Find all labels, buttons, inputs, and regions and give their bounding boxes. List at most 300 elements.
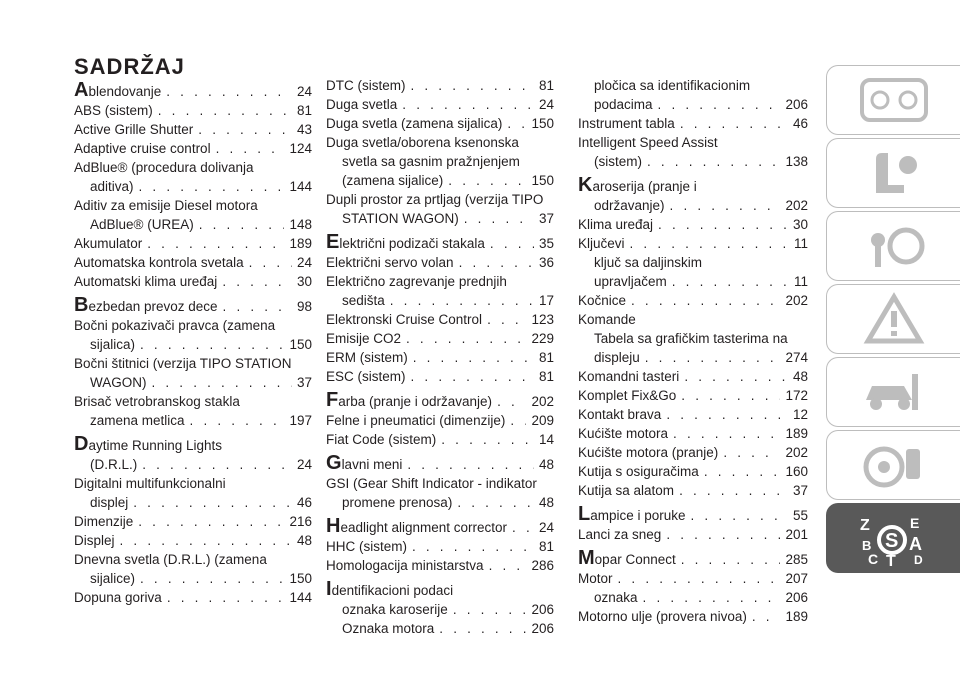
index-entry[interactable]: [74, 335, 312, 354]
index-entry-text: Dimenzije: [74, 514, 134, 529]
leader-dots: [190, 411, 285, 430]
page-number: 24: [296, 84, 312, 99]
index-entry-text: blendovanje: [88, 84, 162, 99]
page-number: 24: [296, 255, 312, 270]
index-entry[interactable]: [578, 525, 808, 544]
chapter-tab-warnings[interactable]: [826, 284, 960, 354]
index-entry-heading: ključ sa daljinskim: [594, 255, 703, 270]
svg-text:Z: Z: [859, 517, 870, 534]
leader-dots: [198, 120, 292, 139]
index-letter-entry[interactable]: [326, 231, 554, 253]
chapter-tab-emergency[interactable]: [826, 357, 960, 427]
leader-dots: [490, 234, 534, 253]
leader-dots: [497, 392, 526, 411]
leader-dots: [216, 139, 285, 158]
index-entry[interactable]: [74, 373, 312, 392]
index-entry-text: Kutija s osiguračima: [578, 464, 699, 479]
page-number: 209: [531, 413, 554, 428]
index-entry[interactable]: [74, 215, 312, 234]
index-entry[interactable]: [74, 512, 312, 531]
index-letter-entry[interactable]: [74, 433, 312, 455]
index-entry[interactable]: [326, 209, 554, 228]
index-initial-letter: L: [578, 503, 591, 525]
page-number: 30: [296, 274, 312, 289]
index-entry[interactable]: [578, 291, 808, 310]
index-entry-text: Kućište motora (pranje): [578, 445, 719, 460]
index-entry-heading: GSI (Gear Shift Indicator - indikator: [326, 476, 537, 491]
index-entry[interactable]: [326, 537, 554, 556]
index-initial-letter: G: [326, 452, 342, 474]
leader-dots: [412, 537, 534, 556]
index-entry[interactable]: [74, 101, 312, 120]
index-entry[interactable]: [578, 424, 808, 443]
index-column-1: [74, 76, 312, 607]
index-letter-entry[interactable]: [326, 578, 554, 600]
index-entry[interactable]: [578, 272, 808, 291]
svg-text:D: D: [913, 553, 923, 566]
index-entry[interactable]: [326, 367, 554, 386]
page-number: 14: [538, 432, 554, 447]
leader-dots: [666, 525, 780, 544]
index-entry-text: (D.R.L.): [90, 457, 138, 472]
index-entry-heading: svetla sa gasnim pražnjenjem: [342, 154, 520, 169]
index-entry-heading: Duga svetla/oborena ksenonska: [326, 135, 519, 150]
index-entry-heading: Tabela sa grafičkim tasterima na: [594, 331, 788, 346]
index-letter-entry[interactable]: [578, 174, 808, 196]
index-entry-text: HHC (sistem): [326, 539, 407, 554]
index-initial-letter: H: [326, 515, 341, 537]
leader-dots: [138, 512, 284, 531]
page-number: 216: [289, 514, 312, 529]
leader-dots: [672, 272, 789, 291]
leader-dots: [618, 569, 781, 588]
leader-dots: [464, 209, 534, 228]
index-entry-text: Lanci za sneg: [578, 527, 662, 542]
index-entry-text: zamena metlica: [90, 413, 185, 428]
index-entry[interactable]: [578, 569, 808, 588]
index-entry[interactable]: [578, 152, 808, 171]
index-entry-text: Električni servo volan: [326, 255, 454, 270]
leader-dots: [406, 329, 526, 348]
index-initial-letter: D: [74, 433, 89, 455]
leader-dots: [413, 348, 534, 367]
index-entry-text: sijalica): [90, 337, 136, 352]
leader-dots: [166, 82, 292, 101]
index-entry[interactable]: [326, 114, 554, 133]
index-entry[interactable]: [74, 253, 312, 272]
index-column-2: [326, 76, 554, 638]
leader-dots: [152, 373, 292, 392]
leader-dots: [140, 335, 284, 354]
index-entry[interactable]: [578, 588, 808, 607]
index-entry[interactable]: [74, 272, 312, 291]
index-entry-heading: Dnevna svetla (D.R.L.) (zamena: [74, 552, 267, 567]
page-number: 46: [296, 495, 312, 510]
leader-dots: [681, 550, 781, 569]
index-entry-text: Kutija sa alatom: [578, 483, 675, 498]
leader-dots: [512, 518, 534, 537]
index-entry[interactable]: [326, 95, 554, 114]
page-number: 37: [538, 211, 554, 226]
index-entry-text: eadlight alignment corrector: [340, 520, 508, 535]
index-entry[interactable]: [74, 588, 312, 607]
index-entry-text: Duga svetla: [326, 97, 398, 112]
index-entry-text: ampice i poruke: [590, 508, 686, 523]
leader-dots: [647, 152, 780, 171]
leader-dots: [507, 114, 526, 133]
index-entry[interactable]: [326, 310, 554, 329]
index-entry[interactable]: [578, 443, 808, 462]
index-letters-icon: [854, 510, 934, 566]
leader-dots: [133, 493, 292, 512]
svg-text:B: B: [861, 538, 871, 553]
index-entry-text: opar Connect: [594, 552, 676, 567]
leader-dots: [673, 424, 780, 443]
index-entry-heading: Električno zagrevanje prednjih: [326, 274, 507, 289]
index-entry-text: arba (pranje i održavanje): [338, 394, 493, 409]
index-entry-text: održavanje): [594, 198, 665, 213]
index-entry-text: Kontakt brava: [578, 407, 662, 422]
index-entry[interactable]: [578, 234, 808, 253]
leader-dots: [407, 455, 534, 474]
page-number: 202: [531, 394, 554, 409]
leader-dots: [167, 588, 285, 607]
page-title: SADRŽAJ: [74, 54, 185, 79]
page-number: 189: [785, 426, 808, 441]
chapter-sidebar: [826, 65, 960, 576]
leader-dots: [158, 101, 292, 120]
index-entry[interactable]: [578, 386, 808, 405]
index-entry-heading: Intelligent Speed Assist: [578, 135, 718, 150]
index-entry-text: Komplet Fix&Go: [578, 388, 677, 403]
chapter-tab-maintenance[interactable]: [826, 430, 960, 500]
index-entry-text: aytime Running Lights: [88, 438, 223, 453]
page-number: 24: [296, 457, 312, 472]
leader-dots: [390, 291, 534, 310]
index-entry-text: Automatski klima uređaj: [74, 274, 218, 289]
index-entry-text: Duga svetla (zamena sijalica): [326, 116, 503, 131]
page-number: 30: [792, 217, 808, 232]
index-entry[interactable]: [578, 348, 808, 367]
page-number: 12: [792, 407, 808, 422]
index-entry-heading: Digitalni multifunkcionalni: [74, 476, 226, 491]
index-entry-text: Elektronski Cruise Control: [326, 312, 483, 327]
index-entry-text: lektrični podizači stakala: [339, 236, 485, 251]
leader-dots: [411, 76, 534, 95]
index-entry-text: aditiva): [90, 179, 134, 194]
index-entry-heading: Bočni štitnici (verzija TIPO STATION: [74, 356, 292, 371]
index-initial-letter: M: [578, 547, 595, 569]
index-entry[interactable]: [578, 95, 808, 114]
index-entry-text: Kućište motora: [578, 426, 669, 441]
page-number: 81: [538, 350, 554, 365]
svg-text:E: E: [909, 515, 919, 531]
index-entry-text: ABS (sistem): [74, 103, 153, 118]
page-number: 202: [785, 445, 808, 460]
leader-dots: [147, 234, 284, 253]
leader-dots: [723, 443, 780, 462]
page-number: 138: [785, 154, 808, 169]
index-entry[interactable]: [326, 329, 554, 348]
page-number: 150: [531, 173, 554, 188]
page-number: 206: [785, 97, 808, 112]
index-entry-text: promene prenosa): [342, 495, 453, 510]
index-entry[interactable]: [326, 430, 554, 449]
index-entry-text: sedišta: [342, 293, 385, 308]
page-number: 150: [289, 337, 312, 352]
index-entry[interactable]: [74, 120, 312, 139]
leader-dots: [704, 462, 781, 481]
page-number: 48: [538, 495, 554, 510]
page-number: 286: [531, 558, 554, 573]
index-entry-text: Displej: [74, 533, 115, 548]
index-entry-text: Klima uređaj: [578, 217, 654, 232]
page-number: 55: [792, 508, 808, 523]
seat-safety-icon: [854, 145, 934, 201]
index-entry-heading: pločica sa identifikacionim: [594, 78, 751, 93]
index-entry-text: DTC (sistem): [326, 78, 406, 93]
index-entry-text: Active Grille Shutter: [74, 122, 194, 137]
index-entry-text: (zamena sijalice): [342, 173, 444, 188]
index-entry[interactable]: [326, 619, 554, 638]
index-entry-text: Adaptive cruise control: [74, 141, 211, 156]
page-number: 285: [785, 552, 808, 567]
index-initial-letter: A: [74, 79, 89, 101]
index-entry-text: Dopuna goriva: [74, 590, 162, 605]
index-initial-letter: I: [326, 578, 332, 600]
leader-dots: [140, 569, 284, 588]
index-entry[interactable]: [74, 411, 312, 430]
page-number: 144: [289, 590, 312, 605]
index-entry[interactable]: [326, 493, 554, 512]
index-entry[interactable]: [578, 367, 808, 386]
index-entry-text: aroserija (pranje i: [592, 179, 697, 194]
page-number: 160: [785, 464, 808, 479]
index-entry-text: Automatska kontrola svetala: [74, 255, 244, 270]
leader-dots: [459, 253, 534, 272]
index-entry-text: Kočnice: [578, 293, 627, 308]
leader-dots: [752, 607, 781, 626]
leader-dots: [453, 600, 527, 619]
leader-dots: [120, 531, 292, 550]
index-entry-heading: Brisač vetrobranskog stakla: [74, 394, 240, 409]
index-entry[interactable]: [578, 114, 808, 133]
index-entry[interactable]: [326, 556, 554, 575]
page-number: 206: [785, 590, 808, 605]
index-entry[interactable]: [326, 411, 554, 430]
index-entry-text: oznaka karoserije: [342, 602, 448, 617]
chapter-tab-index[interactable]: [826, 503, 960, 573]
index-entry[interactable]: [74, 455, 312, 474]
page-number: 229: [531, 331, 554, 346]
index-initial-letter: B: [74, 294, 89, 316]
page-number: 81: [296, 103, 312, 118]
page-number: 189: [289, 236, 312, 251]
page-number: 36: [538, 255, 554, 270]
index-entry[interactable]: [326, 171, 554, 190]
page-number: 201: [785, 527, 808, 542]
index-entry-text: Akumulator: [74, 236, 143, 251]
index-entry-text: (sistem): [594, 154, 642, 169]
leader-dots: [439, 619, 526, 638]
index-letter-entry[interactable]: [326, 452, 554, 474]
page-number: 274: [785, 350, 808, 365]
page-number: 123: [531, 312, 554, 327]
index-entry-text: oznaka: [594, 590, 638, 605]
index-entry-text: Oznaka motora: [342, 621, 435, 636]
svg-text:C: C: [867, 551, 878, 566]
page-number: 202: [785, 198, 808, 213]
leader-dots: [679, 481, 788, 500]
index-entry-text: Emisije CO2: [326, 331, 402, 346]
leader-dots: [658, 95, 781, 114]
index-letter-entry[interactable]: [74, 79, 312, 101]
page-number: 17: [538, 293, 554, 308]
index-entry[interactable]: [74, 139, 312, 158]
index-entry[interactable]: [74, 234, 312, 253]
page-number: 11: [793, 236, 808, 251]
index-entry[interactable]: [326, 253, 554, 272]
leader-dots: [448, 171, 526, 190]
leader-dots: [666, 405, 788, 424]
index-entry-text: Fiat Code (sistem): [326, 432, 437, 447]
leader-dots: [681, 386, 780, 405]
chapter-tab-starting[interactable]: [826, 211, 960, 281]
index-entry-text: WAGON): [90, 375, 147, 390]
page-number: 43: [296, 122, 312, 137]
index-letter-entry[interactable]: [326, 515, 554, 537]
chapter-tab-dashboard[interactable]: [826, 65, 960, 135]
page-number: 48: [792, 369, 808, 384]
index-entry[interactable]: [326, 348, 554, 367]
chapter-tab-safety[interactable]: [826, 138, 960, 208]
leader-dots: [643, 588, 781, 607]
index-letter-entry[interactable]: [74, 294, 312, 316]
index-letter-entry[interactable]: [326, 389, 554, 411]
index-entry[interactable]: [74, 569, 312, 588]
index-entry[interactable]: [74, 531, 312, 550]
leader-dots: [142, 455, 292, 474]
page-number: 48: [296, 533, 312, 548]
key-steering-icon: [854, 218, 934, 274]
svg-text:T: T: [885, 553, 896, 566]
page-number: 124: [289, 141, 312, 156]
index-entry-text: Felne i pneumatici (dimenzije): [326, 413, 506, 428]
index-entry-text: Homologacija ministarstva: [326, 558, 484, 573]
page-number: 37: [296, 375, 312, 390]
leader-dots: [510, 411, 526, 430]
page-number: 206: [531, 621, 554, 636]
index-initial-letter: F: [326, 389, 339, 411]
page-number: 81: [538, 78, 554, 93]
index-entry-heading: AdBlue® (procedura dolivanja: [74, 160, 254, 175]
leader-dots: [691, 506, 788, 525]
dashboard-icon: [854, 72, 934, 128]
page-number: 150: [531, 116, 554, 131]
index-entry-text: ERM (sistem): [326, 350, 408, 365]
page-number: 172: [785, 388, 808, 403]
page-number: 150: [289, 571, 312, 586]
leader-dots: [223, 297, 292, 316]
leader-dots: [489, 556, 527, 575]
index-entry[interactable]: [326, 600, 554, 619]
page-number: 81: [538, 539, 554, 554]
index-entry-text: lavni meni: [341, 457, 403, 472]
index-entry[interactable]: [74, 177, 312, 196]
leader-dots: [658, 215, 788, 234]
leader-dots: [487, 310, 526, 329]
index-entry-heading: Aditiv za emisije Diesel motora: [74, 198, 258, 213]
index-entry-text: podacima: [594, 97, 653, 112]
index-entry[interactable]: [578, 196, 808, 215]
leader-dots: [457, 493, 534, 512]
index-entry-text: sijalice): [90, 571, 136, 586]
page-number: 148: [289, 217, 312, 232]
index-entry-text: Ključevi: [578, 236, 625, 251]
leader-dots: [411, 367, 534, 386]
leader-dots: [139, 177, 285, 196]
leader-dots: [670, 196, 781, 215]
leader-dots: [222, 272, 292, 291]
car-service-icon: [854, 364, 934, 420]
index-entry-text: dentifikacioni podaci: [331, 583, 454, 598]
page-number: 207: [785, 571, 808, 586]
index-entry[interactable]: [578, 481, 808, 500]
index-entry-text: upravljačem: [594, 274, 667, 289]
index-entry-text: AdBlue® (UREA): [90, 217, 194, 232]
leader-dots: [441, 430, 534, 449]
svg-text:A: A: [908, 534, 922, 554]
index-entry-text: Motor: [578, 571, 613, 586]
page-number: 81: [538, 369, 554, 384]
index-entry-text: ESC (sistem): [326, 369, 406, 384]
index-column-3: [578, 76, 808, 626]
leader-dots: [631, 291, 780, 310]
index-entry-heading: Dupli prostor za prtljag (verzija TIPO: [326, 192, 544, 207]
page-number: 206: [531, 602, 554, 617]
leader-dots: [402, 95, 534, 114]
index-entry-text: ezbedan prevoz dece: [88, 299, 218, 314]
index-entry-heading: Bočni pokazivači pravca (zamena: [74, 318, 276, 333]
leader-dots: [249, 253, 292, 272]
page-number: 144: [289, 179, 312, 194]
index-entry[interactable]: [578, 215, 808, 234]
page-number: 197: [289, 413, 312, 428]
index-entry[interactable]: [578, 462, 808, 481]
tyre-gas-pump-icon: [854, 437, 934, 493]
svg-text:S: S: [884, 530, 898, 552]
index-letter-entry[interactable]: [578, 547, 808, 569]
index-entry[interactable]: [578, 405, 808, 424]
page-number: 98: [296, 299, 312, 314]
index-entry-text: Motorno ulje (provera nivoa): [578, 609, 747, 624]
index-entry[interactable]: [74, 493, 312, 512]
warning-triangle-icon: [854, 291, 934, 347]
index-entry[interactable]: [578, 607, 808, 626]
index-entry[interactable]: [326, 291, 554, 310]
index-letter-entry[interactable]: [578, 503, 808, 525]
leader-dots: [680, 114, 788, 133]
index-entry-text: Komandni tasteri: [578, 369, 680, 384]
index-entry-text: displeju: [594, 350, 640, 365]
page-number: 189: [785, 609, 808, 624]
index-entry[interactable]: [326, 76, 554, 95]
page-number: 24: [538, 97, 554, 112]
leader-dots: [684, 367, 788, 386]
page-number: 202: [785, 293, 808, 308]
page-number: 48: [538, 457, 554, 472]
leader-dots: [645, 348, 781, 367]
